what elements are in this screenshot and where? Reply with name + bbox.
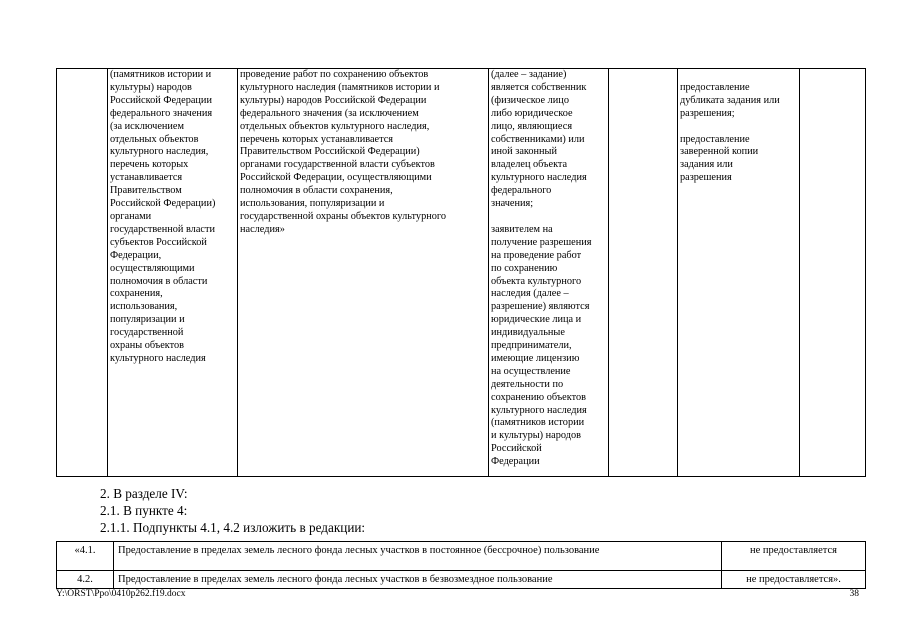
row-status: не предоставляется».	[722, 571, 866, 589]
cell-text-applicants: (далее – задание) является собственник (физическое лицо либо юридическое лицо, являющиеся собственниками) или иной законный владелец объекта культурного наследия федерального значения; заявителем на получение разрешения на проведение работ по сохранению объекта культурного наследия (далее – разрешение) являются юридические лица и индивидуальные предприниматели, имеющие лицензию на осуществление деятельности по сохранению объектов культурного наследия (памятников истории и культуры) народов Российской Федерации	[491, 69, 592, 468]
table-cell-6	[678, 69, 800, 477]
row-number: 4.2.	[57, 571, 114, 589]
table-cell-3	[238, 69, 489, 477]
row-description: Предоставление в пределах земель лесного фонда лесных участков в постоянное (бессрочное) пользование	[114, 542, 722, 571]
paragraph-section-iv: 2. В разделе IV:	[100, 486, 188, 501]
row-number: «4.1.	[57, 542, 114, 571]
table-cell-1	[57, 69, 108, 477]
subpoints-table	[56, 541, 866, 589]
cell-text-service: проведение работ по сохранению объектов культурного наследия (памятников истории и культуры) народов Российской Федерации федерального значения (за исключением отдельных объектов культурного наследия, перечень которых устанавливается Правительством Российской Федерации) органами государственной власти субъектов Российской Федерации, осуществляющими полномочия в области сохранения, использования, популяризации и государственной охраны объектов культурного наследия»	[240, 69, 446, 235]
table-row	[57, 542, 866, 571]
footer-file-path: Y:\ORST\Ppo\0410p262.f19.docx	[56, 589, 186, 599]
services-table	[56, 68, 866, 477]
table-cell-7	[800, 69, 866, 477]
table-cell-5	[609, 69, 678, 477]
footer-page-number: 38	[849, 589, 859, 599]
table-row	[57, 69, 866, 477]
table-cell-4	[489, 69, 609, 477]
cell-text-duplicates: предоставление дубликата задания или разрешения; предоставление заверенной копии задания или разрешения	[680, 81, 780, 184]
row-status: не предоставляется	[722, 542, 866, 571]
paragraph-point-4: 2.1. В пункте 4:	[100, 503, 188, 518]
row-description: Предоставление в пределах земель лесного фонда лесных участков в безвозмездное пользование	[114, 571, 722, 589]
table-cell-2	[108, 69, 238, 477]
table-row	[57, 571, 866, 589]
cell-text-authority: (памятников истории и культуры) народов Российской Федерации федерального значения (за исключением отдельных объектов культурного наследия, перечень которых устанавливается Правительством Российской Федерации) органами государственной власти субъектов Российской Федерации, осуществляющими полномочия в области сохранения, использования, популяризации и государственной охраны объектов культурного наследия	[110, 69, 216, 364]
paragraph-subpoints: 2.1.1. Подпункты 4.1, 4.2 изложить в редакции:	[100, 520, 366, 535]
